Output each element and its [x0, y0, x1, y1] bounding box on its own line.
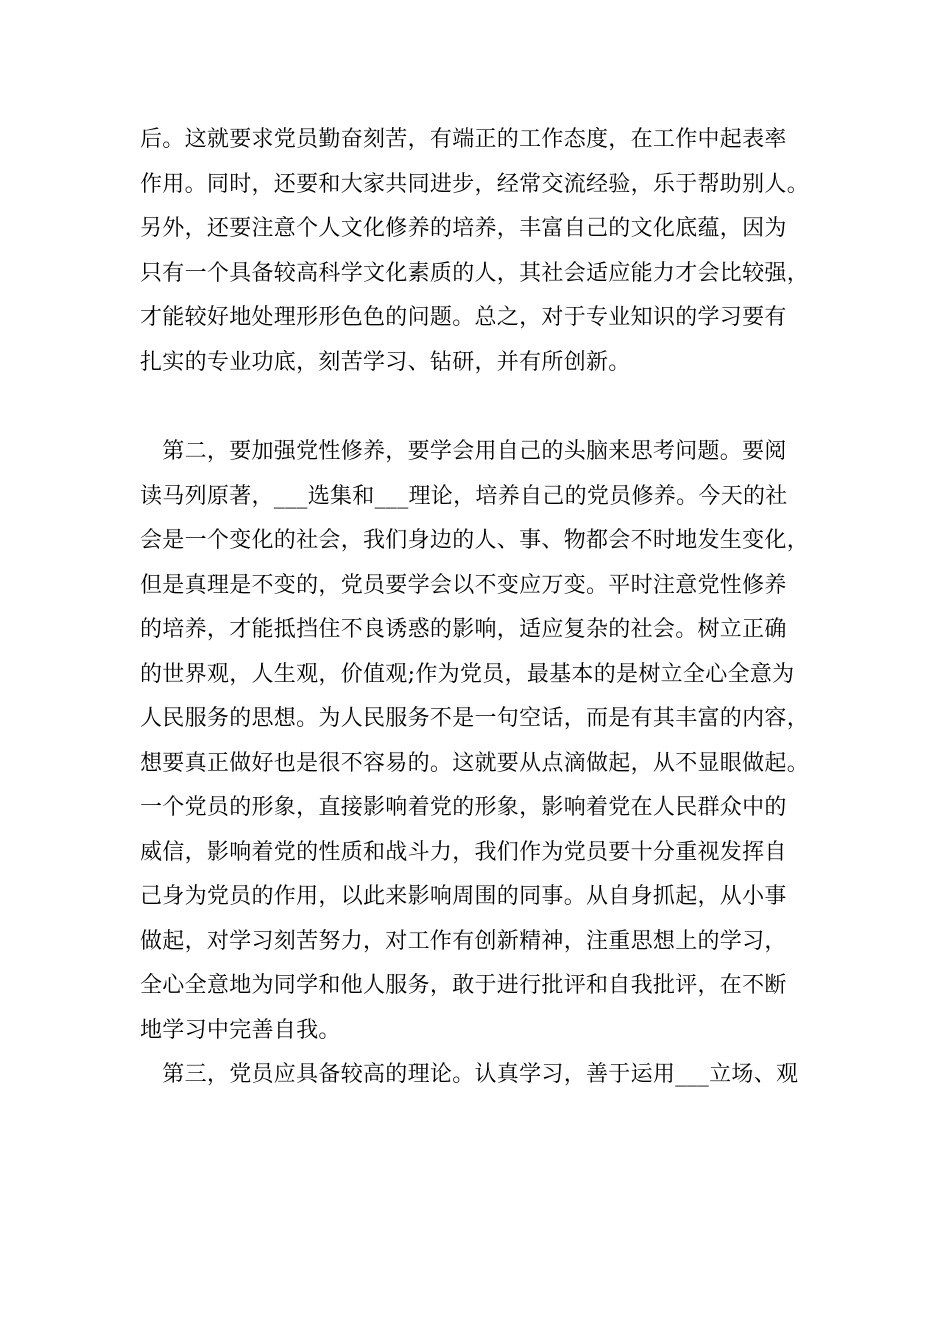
text-line: 做起，对学习刻苦努力，对工作有创新精神，注重思想上的学习，	[140, 928, 787, 954]
text-line: 后。这就要求党员勤奋刻苦，有端正的工作态度，在工作中起表率	[140, 127, 787, 152]
text-line: 只有一个具备较高科学文化素质的人，其社会适应能力才会比较强，	[140, 260, 810, 286]
text-line: 一个党员的形象，直接影响着党的形象，影响着党在人民群众中的	[140, 795, 787, 820]
document-body	[140, 118, 808, 1098]
text-line: 地学习中完善自我。	[140, 1017, 341, 1043]
text-line: 威信，影响着党的性质和战斗力，我们作为党员要十分重视发挥自	[140, 839, 787, 865]
text-line: 的世界观，人生观，价值观;作为党员，最基本的是树立全心全意为	[140, 661, 795, 687]
text-line: 才能较好地处理形形色色的问题。总之，对于专业知识的学习要有	[140, 305, 787, 330]
text-line: 想要真正做好也是很不容易的。这就要从点滴做起，从不显眼做起。	[140, 750, 810, 776]
text-line: 人民服务的思想。为人民服务不是一句空话，而是有其丰富的内容，	[140, 706, 810, 731]
text-line: 但是真理是不变的，党员要学会以不变应万变。平时注意党性修养	[140, 572, 787, 598]
text-line: 全心全意地为同学和他人服务，敢于进行批评和自我批评，在不断	[140, 973, 787, 998]
text-line: 会是一个变化的社会，我们身边的人、事、物都会不时地发生变化，	[140, 528, 810, 553]
text-line: 第二，要加强党性修养，要学会用自己的头脑来思考问题。要阅	[140, 439, 787, 464]
text-line: 第三，党员应具备较高的理论。认真学习，善于运用___立场、观	[140, 1062, 799, 1087]
text-line: 扎实的专业功底，刻苦学习、钻研，并有所创新。	[140, 349, 631, 375]
text-line: 读马列原著，___选集和___理论，培养自己的党员修养。今天的社	[140, 483, 788, 509]
text-line: 作用。同时，还要和大家共同进步，经常交流经验，乐于帮助别人。	[140, 171, 810, 197]
text-line: 的培养，才能抵挡住不良诱惑的影响，适应复杂的社会。树立正确	[140, 617, 787, 642]
paragraph-2	[140, 430, 808, 1053]
text-line: 己身为党员的作用，以此来影响周围的同事。从自身抓起，从小事	[140, 884, 787, 909]
paragraph-1	[140, 118, 808, 385]
paragraph-spacer	[140, 385, 808, 430]
text-line: 另外，还要注意个人文化修养的培养，丰富自己的文化底蕴，因为	[140, 216, 787, 241]
paragraph-3	[140, 1053, 808, 1098]
